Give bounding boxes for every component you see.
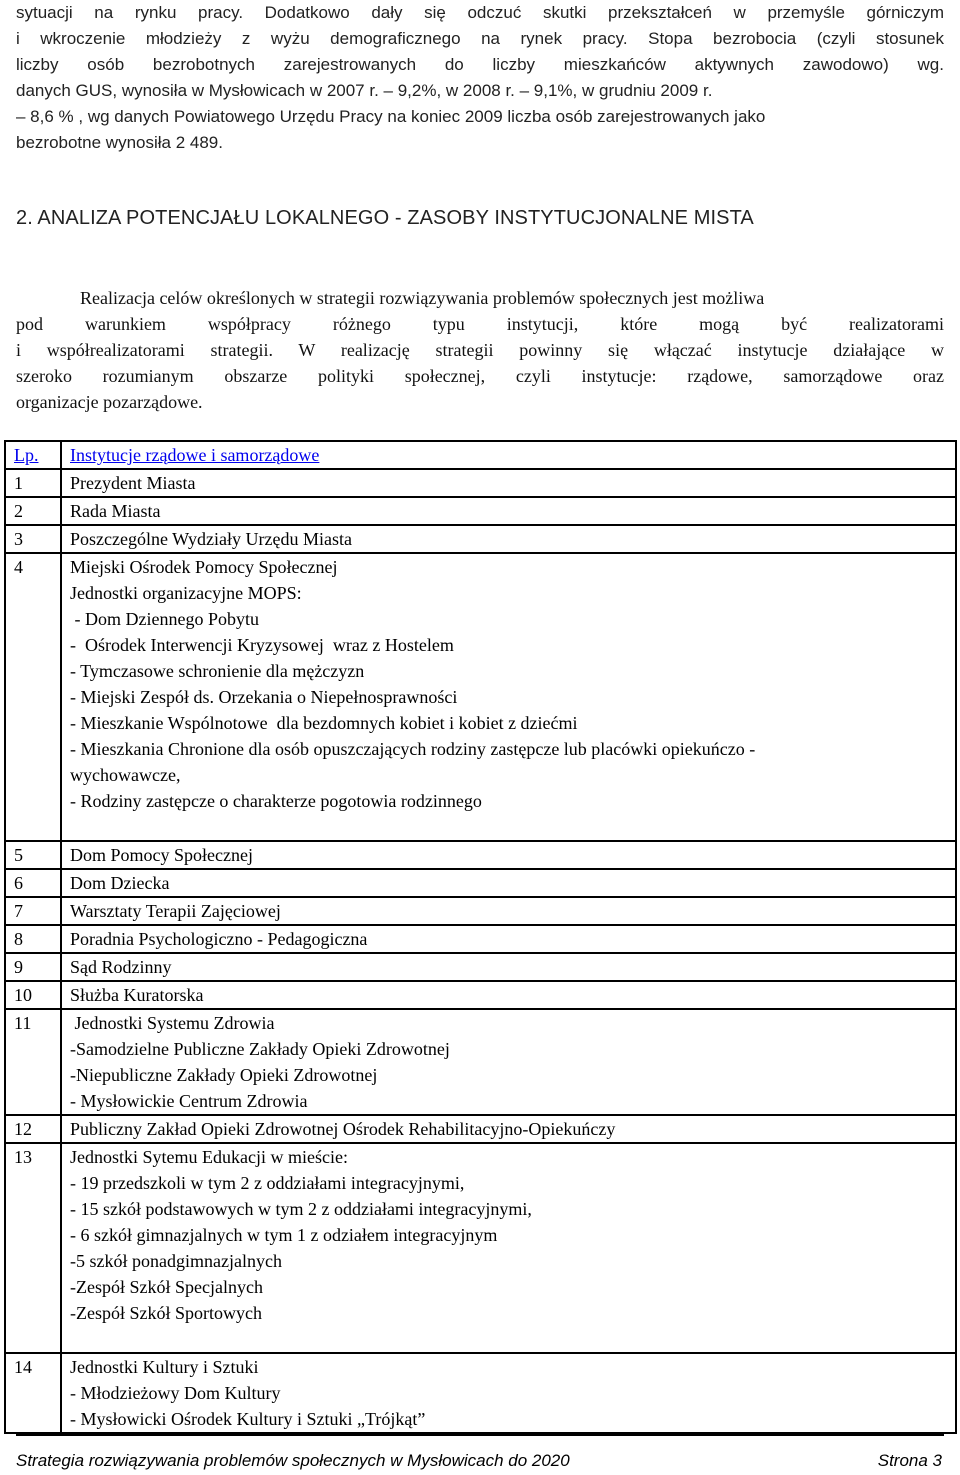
institution-line: - Mysłowickie Centrum Zdrowia bbox=[70, 1091, 308, 1111]
table-header-row bbox=[5, 441, 956, 469]
row-number: 9 bbox=[5, 953, 61, 981]
institution-line: Jednostki Sytemu Edukacji w mieście: bbox=[70, 1147, 348, 1167]
intro-line: – 8,6 % , wg danych Powiatowego Urzędu Pracy na koniec 2009 liczba osób zarejestrowanych jako bbox=[16, 107, 766, 126]
table-row bbox=[5, 553, 956, 841]
header-lp bbox=[5, 441, 61, 469]
institution-cell bbox=[61, 841, 956, 869]
institution-line: -Zespół Szkół Specjalnych bbox=[70, 1277, 263, 1297]
institution-line: - 6 szkół gimnazjalnych w tym 1 z odziałem integracyjnym bbox=[70, 1225, 498, 1245]
institution-line: - 15 szkół podstawowych w tym 2 z oddziałami integracyjnymi, bbox=[70, 1199, 532, 1219]
institution-cell bbox=[61, 1115, 956, 1143]
institution-line: Dom Pomocy Społecznej bbox=[70, 845, 253, 865]
institution-line: Poszczególne Wydziały Urzędu Miasta bbox=[70, 529, 352, 549]
institution-line: - Mieszkanie Wspólnotowe dla bezdomnych kobiet i kobiet z dziećmi bbox=[70, 713, 578, 733]
institution-line: - Miejski Zespół ds. Orzekania o Niepełnosprawności bbox=[70, 687, 458, 707]
intro-line: i wkroczenie młodzieży z wyżu demograficznego na rynek pracy. Stopa bezrobocia (czyli stosunek bbox=[16, 29, 944, 48]
table-row bbox=[5, 1143, 956, 1353]
institution-cell bbox=[61, 897, 956, 925]
institution-cell bbox=[61, 981, 956, 1009]
institution-line: Służba Kuratorska bbox=[70, 985, 204, 1005]
institution-line: Dom Dziecka bbox=[70, 873, 170, 893]
paragraph-line: i współrealizatorami strategii. W realizację strategii powinny się włączać instytucje działające w bbox=[16, 340, 944, 360]
institution-line: - Mieszkania Chronione dla osób opuszczających rodziny zastępcze lub placówki opiekuńczo - bbox=[70, 739, 756, 759]
institution-cell bbox=[61, 1353, 956, 1433]
institution-line: Poradnia Psychologiczno - Pedagogiczna bbox=[70, 929, 368, 949]
row-number: 8 bbox=[5, 925, 61, 953]
footer-title: Strategia rozwiązywania problemów społecznych w Mysłowicach do 2020 bbox=[16, 1451, 570, 1470]
institution-cell bbox=[61, 953, 956, 981]
table-row bbox=[5, 841, 956, 869]
institution-line: Sąd Rodzinny bbox=[70, 957, 172, 977]
intro-line: sytuacji na rynku pracy. Dodatkowo dały się odczuć skutki przekształceń w przemyśle górniczym bbox=[16, 3, 944, 22]
institution-line: - Ośrodek Interwencji Kryzysowej wraz z Hostelem bbox=[70, 635, 454, 655]
institution-line: Jednostki organizacyjne MOPS: bbox=[70, 583, 302, 603]
institution-cell bbox=[61, 525, 956, 553]
table-row bbox=[5, 1115, 956, 1143]
institution-line: Rada Miasta bbox=[70, 501, 161, 521]
institution-line: - Tymczasowe schronienie dla mężczyzn bbox=[70, 661, 365, 681]
row-number: 11 bbox=[5, 1009, 61, 1115]
institution-line: - Dom Dziennego Pobytu bbox=[70, 609, 259, 629]
institution-line: Miejski Ośrodek Pomocy Społecznej bbox=[70, 557, 338, 577]
header-lp-label: Lp. bbox=[14, 445, 39, 465]
institution-cell bbox=[61, 1143, 956, 1353]
table-row bbox=[5, 1009, 956, 1115]
row-number: 1 bbox=[5, 469, 61, 497]
table-body bbox=[5, 469, 956, 1433]
institution-line: -Niepubliczne Zakłady Opieki Zdrowotnej bbox=[70, 1065, 378, 1085]
institution-line: -Samodzielne Publiczne Zakłady Opieki Zdrowotnej bbox=[70, 1039, 450, 1059]
table-row bbox=[5, 1353, 956, 1433]
row-number: 2 bbox=[5, 497, 61, 525]
table-row bbox=[5, 897, 956, 925]
paragraph-line: szeroko rozumianym obszarze polityki społecznej, czyli instytucje: rządowe, samorządowe oraz bbox=[16, 366, 944, 386]
body-paragraph bbox=[16, 285, 944, 415]
institution-line: Jednostki Systemu Zdrowia bbox=[70, 1013, 275, 1033]
row-number: 14 bbox=[5, 1353, 61, 1433]
intro-text bbox=[16, 0, 944, 156]
footer-divider bbox=[16, 1434, 944, 1436]
institution-line: -5 szkół ponadgimnazjalnych bbox=[70, 1251, 282, 1271]
institution-line: wychowawcze, bbox=[70, 765, 181, 785]
paragraph-line: pod warunkiem współpracy różnego typu instytucji, które mogą być realizatorami bbox=[16, 314, 944, 334]
institution-line: - Mysłowicki Ośrodek Kultury i Sztuki „Trójkąt” bbox=[70, 1409, 426, 1429]
row-number: 13 bbox=[5, 1143, 61, 1353]
institution-line: Jednostki Kultury i Sztuki bbox=[70, 1357, 259, 1377]
table-row bbox=[5, 981, 956, 1009]
institution-cell bbox=[61, 469, 956, 497]
table-row bbox=[5, 469, 956, 497]
institution-line: - 19 przedszkoli w tym 2 z oddziałami integracyjnymi, bbox=[70, 1173, 465, 1193]
row-number: 4 bbox=[5, 553, 61, 841]
row-number: 7 bbox=[5, 897, 61, 925]
institution-cell bbox=[61, 869, 956, 897]
header-name bbox=[61, 441, 956, 469]
row-number: 12 bbox=[5, 1115, 61, 1143]
institution-line: -Zespół Szkół Sportowych bbox=[70, 1303, 262, 1323]
institution-line: - Rodziny zastępcze o charakterze pogotowia rodzinnego bbox=[70, 791, 482, 811]
intro-line: bezrobotne wynosiła 2 489. bbox=[16, 133, 223, 152]
row-number: 6 bbox=[5, 869, 61, 897]
paragraph-line: Realizacja celów określonych w strategii rozwiązywania problemów społecznych jest możliwa bbox=[80, 288, 765, 308]
institutions-table bbox=[4, 440, 957, 1434]
row-number: 10 bbox=[5, 981, 61, 1009]
institution-line: Publiczny Zakład Opieki Zdrowotnej Ośrodek Rehabilitacyjno-Opiekuńczy bbox=[70, 1119, 616, 1139]
row-number: 5 bbox=[5, 841, 61, 869]
institution-line: Prezydent Miasta bbox=[70, 473, 196, 493]
institution-line: Warsztaty Terapii Zajęciowej bbox=[70, 901, 281, 921]
table-row bbox=[5, 953, 956, 981]
paragraph-line: organizacje pozarządowe. bbox=[16, 392, 203, 412]
institution-cell bbox=[61, 497, 956, 525]
institution-cell bbox=[61, 1009, 956, 1115]
table-row bbox=[5, 525, 956, 553]
institution-cell bbox=[61, 925, 956, 953]
header-name-label: Instytucje rządowe i samorządowe bbox=[70, 445, 320, 465]
intro-line: liczby osób bezrobotnych zarejestrowanych do liczby mieszkańców aktywnych zawodowo) wg. bbox=[16, 55, 944, 74]
institution-line: - Młodzieżowy Dom Kultury bbox=[70, 1383, 281, 1403]
table-row bbox=[5, 497, 956, 525]
row-number: 3 bbox=[5, 525, 61, 553]
intro-line: danych GUS, wynosiła w Mysłowicach w 2007 r. – 9,2%, w 2008 r. – 9,1%, w grudniu 2009 r. bbox=[16, 81, 713, 100]
table-row bbox=[5, 925, 956, 953]
table-row bbox=[5, 869, 956, 897]
section-heading: 2. ANALIZA POTENCJAŁU LOKALNEGO - ZASOBY INSTYTUCJONALNE MISTA bbox=[16, 207, 754, 229]
institution-cell bbox=[61, 553, 956, 841]
page-number: Strona 3 bbox=[877, 1451, 942, 1470]
